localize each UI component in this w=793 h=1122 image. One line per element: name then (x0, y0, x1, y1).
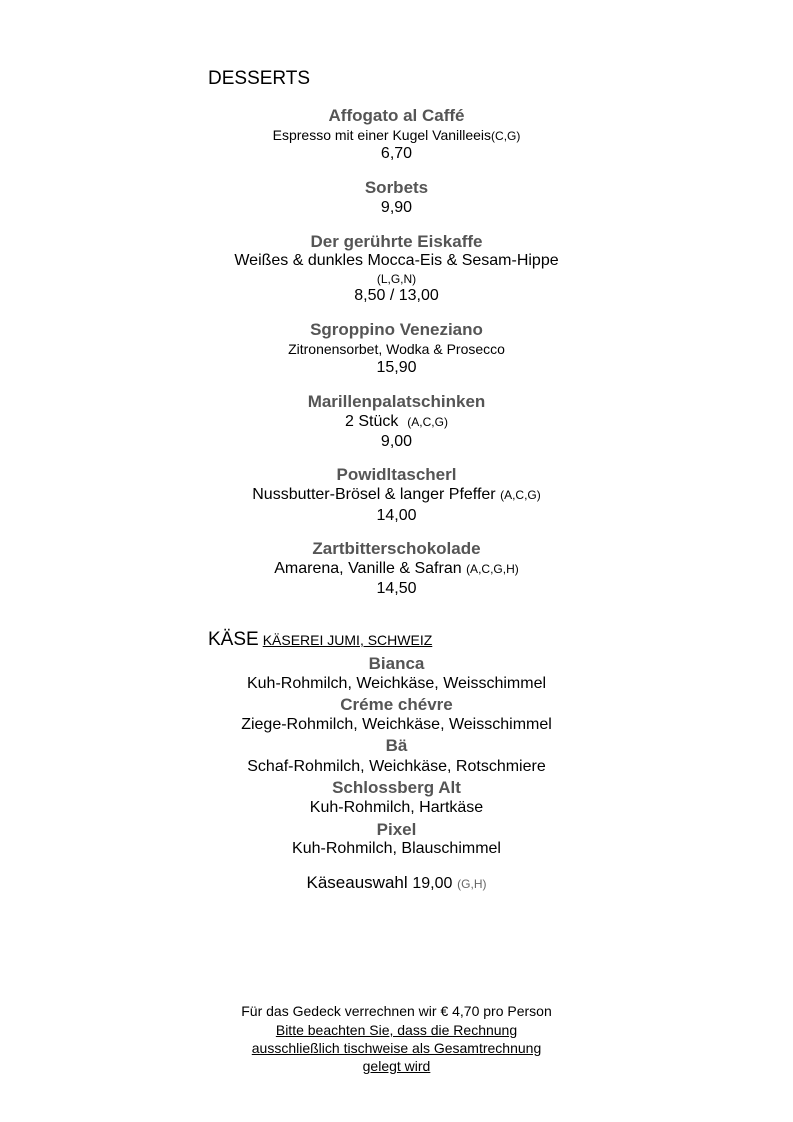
dessert-name: Sgroppino Veneziano (310, 320, 483, 339)
cheese-selection-price: 19,00 (412, 875, 453, 892)
dessert-description: Amarena, Vanille & Safran (A,C,G,H) (274, 560, 519, 577)
cheese-description: Kuh-Rohmilch, Blauschimmel (292, 840, 501, 857)
cheese-selection (0, 873, 793, 893)
dessert-description: Weißes & dunkles Mocca-Eis & Sesam-Hippe (234, 252, 559, 269)
cheese-name: Pixel (376, 820, 417, 839)
cheese-subtitle: KÄSEREI JUMI, SCHWEIZ (262, 632, 433, 648)
dessert-name: Zartbitterschokolade (312, 539, 481, 558)
cheese-name: Bä (385, 736, 408, 755)
billing-note-line: gelegt wird (362, 1058, 431, 1074)
dessert-name: Der gerührte Eiskaffe (310, 232, 483, 251)
cheese-selection-allergens: (G,H) (457, 877, 487, 891)
dessert-name: Marillenpalatschinken (307, 392, 486, 411)
dessert-price: 8,50 / 13,00 (354, 287, 439, 304)
billing-note-line: ausschließlich tischweise als Gesamtrechnung (251, 1040, 542, 1056)
dessert-price: 14,50 (376, 580, 417, 597)
cheese-description: Kuh-Rohmilch, Hartkäse (309, 799, 484, 816)
cheese-selection-label: Käseauswahl (306, 873, 408, 892)
dessert-description: Zitronensorbet, Wodka & Prosecco (288, 341, 505, 357)
dessert-allergens: (A,C,G) (500, 488, 541, 502)
dessert-allergens: (A,C,G) (407, 415, 448, 429)
dessert-name: Sorbets (364, 178, 429, 197)
cheese-heading: KÄSE KÄSEREI JUMI, SCHWEIZ (208, 629, 433, 650)
dessert-allergens: (C,G) (491, 129, 521, 143)
dessert-name: Affogato al Caffé (328, 106, 465, 125)
cheese-name: Bianca (368, 654, 425, 673)
dessert-description: 2 Stück (A,C,G) (345, 413, 448, 430)
cheese-description: Schaf-Rohmilch, Weichkäse, Rotschmiere (247, 758, 546, 775)
desserts-heading: DESSERTS (208, 68, 311, 89)
dessert-name: Powidltascherl (336, 465, 457, 484)
dessert-description: Espresso mit einer Kugel Vanilleeis(C,G) (272, 127, 521, 143)
dessert-allergens: (A,C,G,H) (466, 562, 519, 576)
dessert-price: 14,00 (376, 507, 417, 524)
dessert-price: 9,00 (380, 433, 413, 450)
cheese-name: Créme chévre (340, 695, 453, 714)
cheese-name: Schlossberg Alt (332, 778, 461, 797)
dessert-price: 15,90 (376, 359, 417, 376)
billing-note-line: Bitte beachten Sie, dass die Rechnung (275, 1022, 518, 1038)
dessert-description: Nussbutter-Brösel & langer Pfeffer (A,C,G) (252, 486, 541, 503)
dessert-price: 9,90 (380, 199, 413, 216)
cheese-description: Ziege-Rohmilch, Weichkäse, Weisschimmel (241, 716, 552, 733)
cover-charge-note: Für das Gedeck verrechnen wir € 4,70 pro Person (241, 1003, 552, 1019)
dessert-price: 6,70 (380, 145, 413, 162)
cheese-description: Kuh-Rohmilch, Weichkäse, Weisschimmel (246, 675, 547, 692)
dessert-allergens: (L,G,N) (376, 272, 417, 286)
